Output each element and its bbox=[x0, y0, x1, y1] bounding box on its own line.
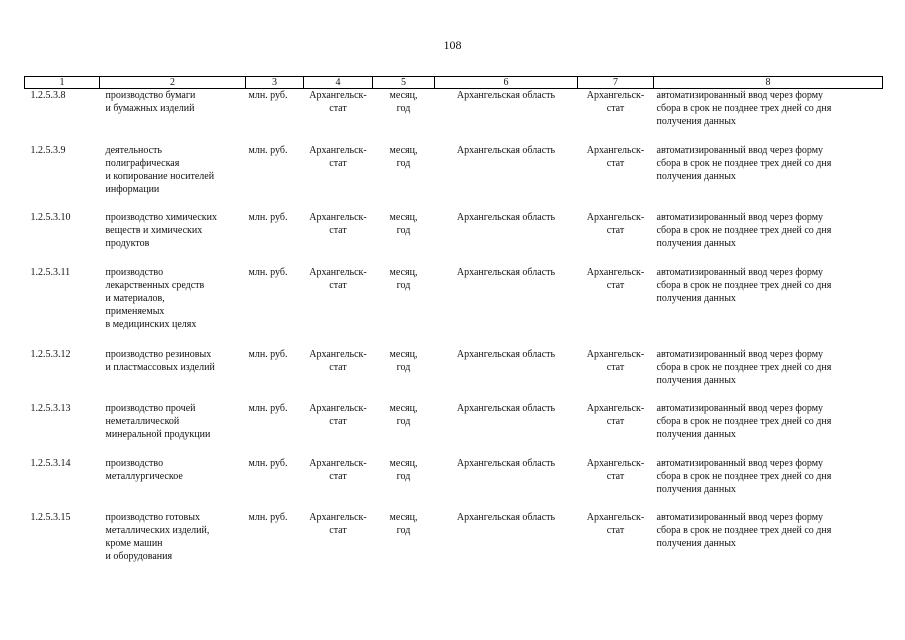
indicator-name: производство резиновых и пластмассовых изделий bbox=[105, 348, 215, 373]
indicator-code: 1.2.5.3.13 bbox=[30, 402, 71, 414]
provider-cell: Архангельск- стат bbox=[586, 348, 645, 373]
method-cell: автоматизированный ввод через форму сбора в срок не позднее трех дней со дня получения данных bbox=[656, 511, 832, 549]
column-header: 8 bbox=[654, 77, 883, 89]
indicator-code: 1.2.5.3.15 bbox=[30, 511, 71, 523]
indicator-code: 1.2.5.3.10 bbox=[30, 211, 71, 223]
period-cell: месяц, год bbox=[389, 90, 418, 114]
indicator-name: производство лекарственных средств и материалов, применяемых в медицинских целях bbox=[105, 266, 205, 330]
provider-cell: Архангельск- стат bbox=[586, 144, 645, 169]
provider-cell: Архангельск- стат bbox=[586, 457, 645, 482]
table-row bbox=[25, 89, 883, 144]
unit-cell: млн. руб. bbox=[248, 457, 288, 469]
column-header: 5 bbox=[373, 77, 435, 89]
source-cell: Архангельск- стат bbox=[309, 211, 367, 236]
column-header: 4 bbox=[304, 77, 373, 89]
unit-cell: млн. руб. bbox=[248, 266, 288, 278]
table-row bbox=[25, 144, 883, 211]
provider-cell: Архангельск- стат bbox=[586, 266, 645, 291]
source-cell: Архангельск- стат bbox=[309, 90, 367, 114]
column-header: 3 bbox=[246, 77, 304, 89]
territory-cell: Архангельская область bbox=[456, 457, 556, 469]
indicator-code: 1.2.5.3.9 bbox=[30, 144, 66, 156]
period-cell: месяц, год bbox=[389, 144, 418, 169]
table-row bbox=[25, 211, 883, 266]
indicator-code: 1.2.5.3.14 bbox=[30, 457, 71, 469]
source-cell: Архангельск- стат bbox=[309, 144, 367, 169]
source-cell: Архангельск- стат bbox=[309, 266, 367, 291]
method-cell: автоматизированный ввод через форму сбора в срок не позднее трех дней со дня получения данных bbox=[656, 211, 832, 249]
unit-cell: млн. руб. bbox=[248, 144, 288, 156]
period-cell: месяц, год bbox=[389, 511, 418, 536]
table-row bbox=[25, 457, 883, 511]
table-row bbox=[25, 511, 883, 571]
territory-cell: Архангельская область bbox=[456, 402, 556, 414]
territory-cell: Архангельская область bbox=[456, 90, 556, 101]
column-header: 2 bbox=[100, 77, 246, 89]
method-cell: автоматизированный ввод через форму сбора в срок не позднее трех дней со дня получения данных bbox=[656, 348, 832, 386]
period-cell: месяц, год bbox=[389, 211, 418, 236]
indicator-name: производство бумаги и бумажных изделий bbox=[105, 90, 196, 114]
indicator-code: 1.2.5.3.11 bbox=[30, 266, 71, 278]
indicator-name: производство химических веществ и химических продуктов bbox=[105, 211, 217, 249]
unit-cell: млн. руб. bbox=[248, 511, 288, 523]
source-cell: Архангельск- стат bbox=[309, 511, 367, 536]
period-cell: месяц, год bbox=[389, 457, 418, 482]
source-cell: Архангельск- стат bbox=[309, 457, 367, 482]
indicator-code: 1.2.5.3.8 bbox=[30, 90, 66, 101]
page-number: 108 bbox=[443, 38, 462, 52]
provider-cell: Архангельск- стат bbox=[586, 90, 645, 114]
provider-cell: Архангельск- стат bbox=[586, 402, 645, 427]
period-cell: месяц, год bbox=[389, 266, 418, 291]
header-row bbox=[25, 77, 883, 89]
indicator-name: производство готовых металлических изделий, кроме машин и оборудования bbox=[105, 511, 210, 562]
method-cell: автоматизированный ввод через форму сбора в срок не позднее трех дней со дня получения данных bbox=[656, 402, 832, 440]
territory-cell: Архангельская область bbox=[456, 144, 556, 156]
period-cell: месяц, год bbox=[389, 348, 418, 373]
table-row bbox=[25, 266, 883, 348]
provider-cell: Архангельск- стат bbox=[586, 511, 645, 536]
territory-cell: Архангельская область bbox=[456, 211, 556, 223]
method-cell: автоматизированный ввод через форму сбора в срок не позднее трех дней со дня получения данных bbox=[656, 266, 832, 304]
column-header: 6 bbox=[435, 77, 578, 89]
column-header: 7 bbox=[578, 77, 654, 89]
unit-cell: млн. руб. bbox=[248, 402, 288, 414]
table-row bbox=[25, 402, 883, 457]
unit-cell: млн. руб. bbox=[248, 90, 288, 101]
indicator-name: деятельность полиграфическая и копирование носителей информации bbox=[105, 144, 215, 195]
unit-cell: млн. руб. bbox=[248, 211, 288, 223]
column-header: 1 bbox=[25, 77, 100, 89]
territory-cell: Архангельская область bbox=[456, 266, 556, 278]
unit-cell: млн. руб. bbox=[248, 348, 288, 360]
indicator-code: 1.2.5.3.12 bbox=[30, 348, 71, 360]
period-cell: месяц, год bbox=[389, 402, 418, 427]
method-cell: автоматизированный ввод через форму сбора в срок не позднее трех дней со дня получения данных bbox=[656, 144, 832, 182]
provider-cell: Архангельск- стат bbox=[586, 211, 645, 236]
source-cell: Архангельск- стат bbox=[309, 348, 367, 373]
method-cell: автоматизированный ввод через форму сбора в срок не позднее трех дней со дня получения данных bbox=[656, 457, 832, 495]
source-cell: Архангельск- стат bbox=[309, 402, 367, 427]
indicator-name: производство прочей неметаллической минеральной продукции bbox=[105, 402, 211, 440]
indicators-table bbox=[24, 76, 883, 571]
method-cell: автоматизированный ввод через форму сбора в срок не позднее трех дней со дня получения данных bbox=[656, 90, 832, 127]
territory-cell: Архангельская область bbox=[456, 348, 556, 360]
territory-cell: Архангельская область bbox=[456, 511, 556, 523]
table-row bbox=[25, 348, 883, 402]
indicator-name: производство металлургическое bbox=[105, 457, 183, 482]
